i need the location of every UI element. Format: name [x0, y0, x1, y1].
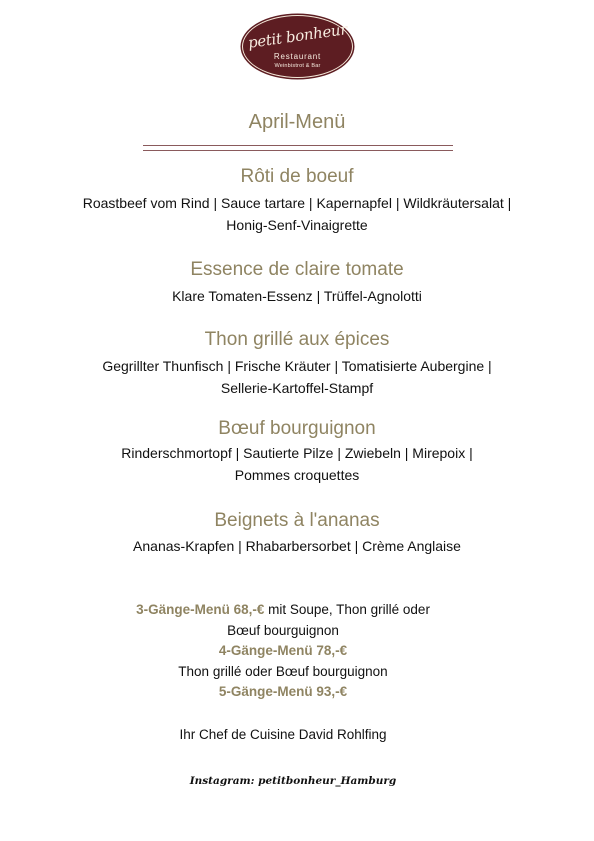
price-menu3-note-2: Bœuf bourguignon	[227, 622, 339, 638]
instagram-handle: Instagram: petitbonheur_Hamburg	[189, 775, 397, 787]
price-menu3-note: mit Soupe, Thon grillé oder	[264, 602, 430, 617]
course-3-line-1: Gegrillter Thunfisch | Frische Kräuter | Tomatisierte Aubergine |	[102, 358, 492, 374]
price-menu3: 3-Gänge-Menü 68,-€	[136, 602, 265, 617]
course-2-line-1: Klare Tomaten-Essenz | Trüffel-Agnolotti	[172, 288, 422, 304]
course-4-line-1: Rinderschmortopf | Sautierte Pilze | Zwiebeln | Mirepoix |	[121, 445, 473, 461]
course-5-description	[0, 535, 594, 557]
course-2-title: Essence de claire tomate	[190, 259, 404, 280]
course-1-description	[0, 192, 594, 236]
restaurant-logo	[242, 15, 353, 78]
price-menu5: 5-Gänge-Menü 93,-€	[218, 684, 348, 699]
course-4-description	[0, 442, 594, 486]
course-1-line-1: Roastbeef vom Rind | Sauce tartare | Kapernapfel | Wildkräutersalat |	[82, 195, 512, 211]
title-divider-top	[143, 145, 453, 146]
menu-title: April-Menü	[248, 111, 346, 133]
logo-subtitle: Restaurant	[273, 52, 322, 61]
course-5-title: Beignets à l'ananas	[214, 510, 380, 531]
price-menu4: 4-Gänge-Menü 78,-€	[218, 643, 348, 658]
chef-signature: Ihr Chef de Cuisine David Rohlfing	[179, 727, 387, 742]
course-1-line-2: Honig-Senf-Vinaigrette	[226, 217, 368, 233]
course-5-line-1: Ananas-Krapfen | Rhabarbersorbet | Crème Anglaise	[133, 538, 461, 554]
price-block	[96, 600, 470, 703]
course-3-title: Thon grillé aux épices	[204, 329, 390, 350]
course-4-title: Bœuf bourguignon	[218, 418, 376, 439]
price-menu4-note: Thon grillé oder Bœuf bourguignon	[178, 663, 388, 679]
logo-script-text: petit bonheur	[246, 20, 349, 52]
logo-tagline: Weinbistrot & Bar	[274, 63, 321, 69]
course-4-line-2: Pommes croquettes	[234, 467, 360, 483]
price-line-menu3	[96, 600, 470, 621]
course-3-description	[0, 355, 594, 399]
course-3-line-2: Sellerie-Kartoffel-Stampf	[220, 380, 374, 396]
title-divider-bottom	[143, 150, 453, 151]
course-1-title: Rôti de boeuf	[240, 166, 354, 187]
course-2-description	[0, 285, 594, 307]
